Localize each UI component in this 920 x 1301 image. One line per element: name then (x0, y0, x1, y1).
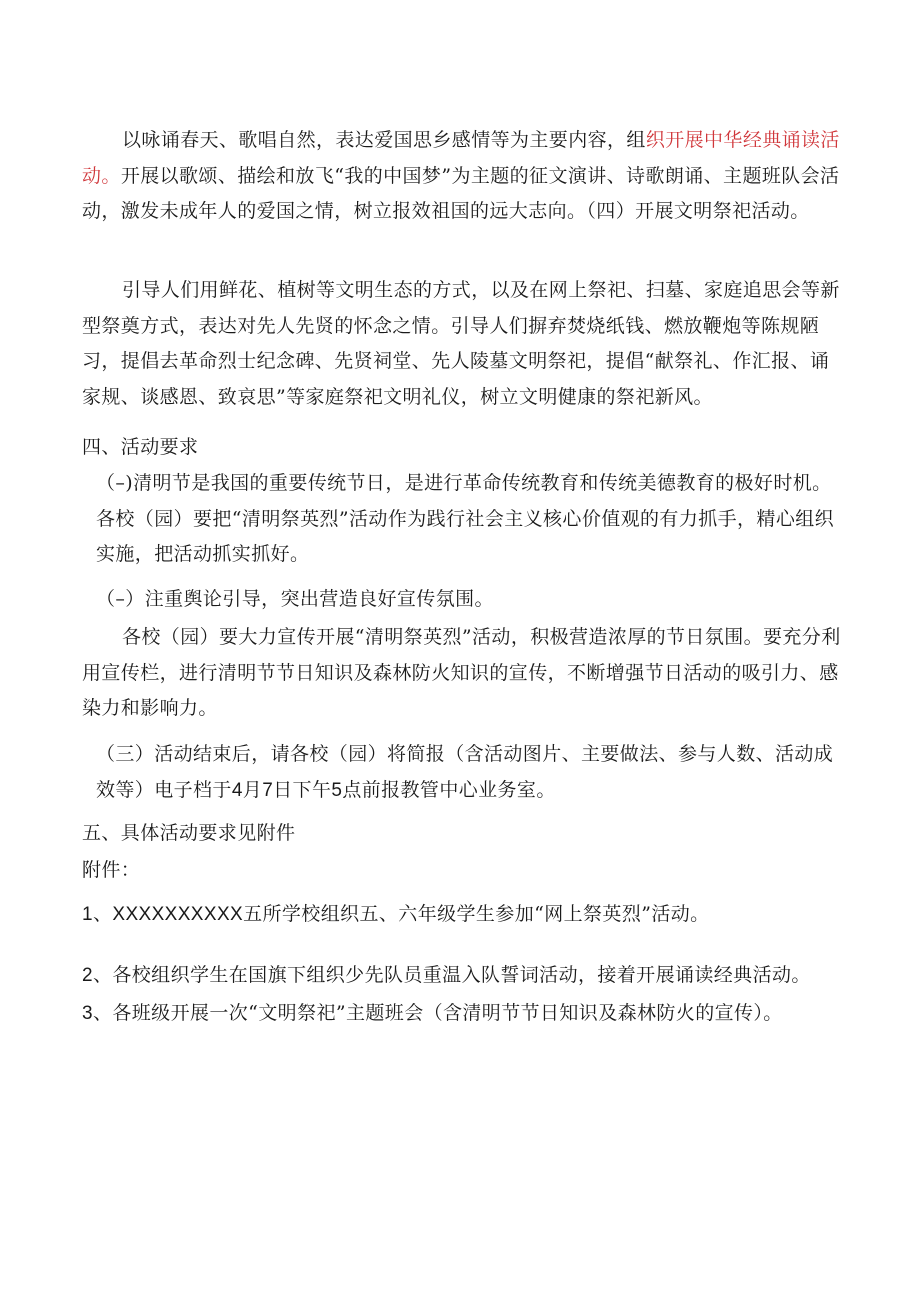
requirement-3-text: （三）活动结束后，请各校（园）将简报（含活动图片、主要做法、参与人数、活动成效等）电子档于 (96, 743, 834, 801)
attachment-number: 2 (82, 965, 93, 986)
date-text: 日下午 (273, 778, 332, 801)
paragraph-civilized-sacrifice: 引导人们用鲜花、植树等文明生态的方式，以及在网上祭祀、扫墓、家庭追思会等新型祭奠方式，表达对先人先贤的怀念之情。引导人们摒弃焚烧纸钱、燃放鞭炮等陈规陋习，提倡去革命烈士纪念碑、先贤祠堂、先人陵墓文明祭祀，提倡“献祭礼、作汇报、诵家规、谈感恩、致哀思”等家庭祭祀文明礼仪，树立文明健康的祭祀新风。 (82, 279, 840, 408)
requirement-1-text: （–)清明节是我国的重要传统节日，是进行革命传统教育和传统美德教育的极好时机。各校（园）要把“清明祭英烈”活动作为践行社会主义核心价值观的有力抓手，精心组织实施，把活动抓实抓好。 (96, 472, 835, 565)
attachment-item-1 (82, 897, 842, 933)
attachment-text: 、各班级开展一次“文明祭祀”主题班会（含清明节节日知识及森林防火的宣传）。 (92, 1002, 783, 1024)
time-hour: 5 (331, 779, 343, 801)
requirement-2-body: 各校（园）要大力宣传开展“清明祭英烈”活动，积极营造浓厚的节日氛围。要充分利用宣传栏，进行清明节节日知识及森林防火知识的宣传，不断增强节日活动的吸引力、感染力和影响力。 (82, 626, 841, 719)
attachment-item-2 (82, 958, 842, 994)
highlighted-text: 织开展中华经典诵读活动。 (82, 129, 840, 187)
section-heading-requirements: 四、活动要求 (82, 436, 199, 458)
attachment-text: 、 (92, 903, 113, 925)
paragraph-text: 以咏诵春天、歌唱自然，表达爱国思乡感情等为主要内容，组 (122, 129, 646, 151)
requirement-3 (96, 737, 842, 808)
section-heading-attachment-note: 五、具体活动要求见附件 (82, 822, 296, 844)
date-month: 4 (231, 779, 243, 801)
attachment-item-3 (82, 996, 842, 1032)
requirement-1 (96, 466, 842, 573)
attachment-text: 五所学校组织五、六年级学生参加“网上祭英烈”活动。 (243, 903, 710, 925)
attachment-text: 、各校组织学生在国旗下组织少先队员重温入队誓词活动，接着开展诵读经典活动。 (92, 964, 811, 986)
attachment-school-placeholder: XXXXXXXXXX (112, 904, 244, 925)
attachment-label: 附件： (82, 859, 141, 881)
requirement-3-text-end: 点前报教管中心业务室。 (342, 778, 556, 801)
paragraph-classics-reading (82, 123, 842, 230)
date-text: 月 (242, 778, 263, 801)
attachment-number: 1 (82, 904, 93, 925)
date-day: 7 (262, 779, 274, 801)
requirement-2-heading: （–）注重舆论引导，突出营造良好宣传氛围。 (96, 588, 494, 610)
attachment-number: 3 (82, 1003, 93, 1024)
paragraph-text: 开展以歌颂、描绘和放飞“我的中国梦”为主题的征文演讲、诗歌朗诵、主题班队会活动，激发未成年人的爱国之情，树立报效祖国的远大志向。（四）开展文明祭祀活动。 (82, 164, 840, 222)
